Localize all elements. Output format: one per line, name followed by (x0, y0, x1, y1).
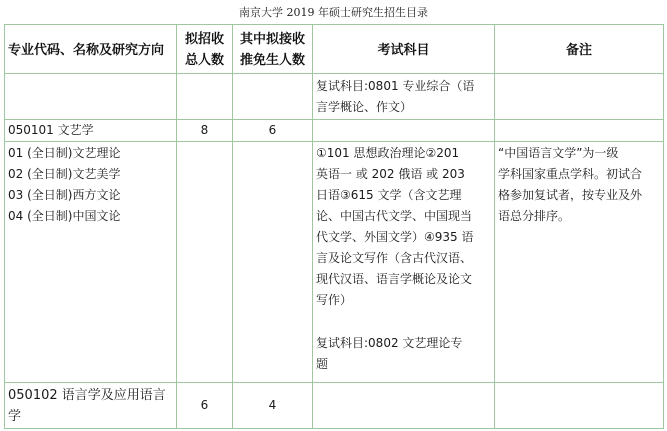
notes-line: “中国语言文学”为一级 (498, 146, 619, 160)
admission-table (4, 24, 664, 429)
exam-line: 言及论文写作（含古代汉语、 (316, 251, 473, 265)
retest-line: 复试科目:0801 专业综合（语 (316, 79, 475, 93)
notes-line: 格参加复试者，按专业及外 (498, 188, 643, 202)
retest-line: 复试科目:0802 文艺理论专 (316, 336, 463, 350)
table-header-row (5, 25, 664, 74)
exempt-count: 4 (233, 383, 313, 429)
cell-empty (495, 120, 664, 142)
exam-line: 现代汉语、语言学概论及论文 (316, 272, 473, 286)
plan-count: 6 (177, 383, 233, 429)
cell-empty (5, 74, 177, 120)
exam-line: 论、中国古代文学、中国现当 (316, 209, 473, 223)
retest-line: 题 (316, 357, 329, 371)
header-major: 专业代码、名称及研究方向 (5, 25, 177, 74)
direction-item: 03 (全日制)西方文论 (8, 188, 121, 202)
table-row (5, 142, 664, 383)
table-row (5, 383, 664, 429)
exam-line: 代文学、外国文学）④935 语 (316, 230, 474, 244)
spacer (316, 311, 491, 333)
research-directions (5, 142, 177, 383)
header-exempt (233, 25, 313, 74)
exam-subjects (313, 142, 495, 383)
cell-empty (233, 74, 313, 120)
exam-line: 写作） (316, 293, 353, 307)
page-title: 南京大学 2019 年硕士研究生招生目录 (239, 6, 428, 19)
direction-item: 01 (全日制)文艺理论 (8, 146, 121, 160)
notes (495, 142, 664, 383)
table-row (5, 74, 664, 120)
direction-item: 04 (全日制)中国文论 (8, 209, 121, 223)
cell-empty (177, 74, 233, 120)
notes-line: 学科国家重点学科。初试合 (498, 167, 643, 181)
plan-count: 8 (177, 120, 233, 142)
cell-empty (233, 142, 313, 383)
cell-empty (495, 74, 664, 120)
cell-empty (313, 383, 495, 429)
retest-line: 言学概论、作文） (316, 100, 413, 114)
cell-empty (177, 142, 233, 383)
header-exempt-line1: 其中拟接收 (239, 32, 305, 47)
cell-retest (313, 74, 495, 120)
cell-empty (495, 383, 664, 429)
table-row (5, 120, 664, 142)
header-exam: 考试科目 (313, 25, 495, 74)
header-notes: 备注 (495, 25, 664, 74)
major-code-name (5, 383, 177, 429)
direction-item: 02 (全日制)文艺美学 (8, 167, 121, 181)
exempt-count: 6 (233, 120, 313, 142)
major-code-name: 050101 文艺学 (5, 120, 177, 142)
exam-line: 英语一 或 202 俄语 或 203 (316, 167, 465, 181)
major-code-line: 050102 语言学及应用语言 (8, 387, 166, 403)
exam-line: 日语③615 文学（含文艺理 (316, 188, 462, 202)
header-plan (177, 25, 233, 74)
header-plan-line2: 总人数 (184, 53, 224, 68)
exam-line: ①101 思想政治理论②201 (316, 146, 460, 160)
header-plan-line1: 拟招收 (184, 32, 224, 47)
header-exempt-line2: 推免生人数 (239, 53, 305, 68)
notes-line: 语总分排序。 (498, 209, 571, 223)
cell-empty (313, 120, 495, 142)
major-code-line: 学 (8, 408, 22, 424)
